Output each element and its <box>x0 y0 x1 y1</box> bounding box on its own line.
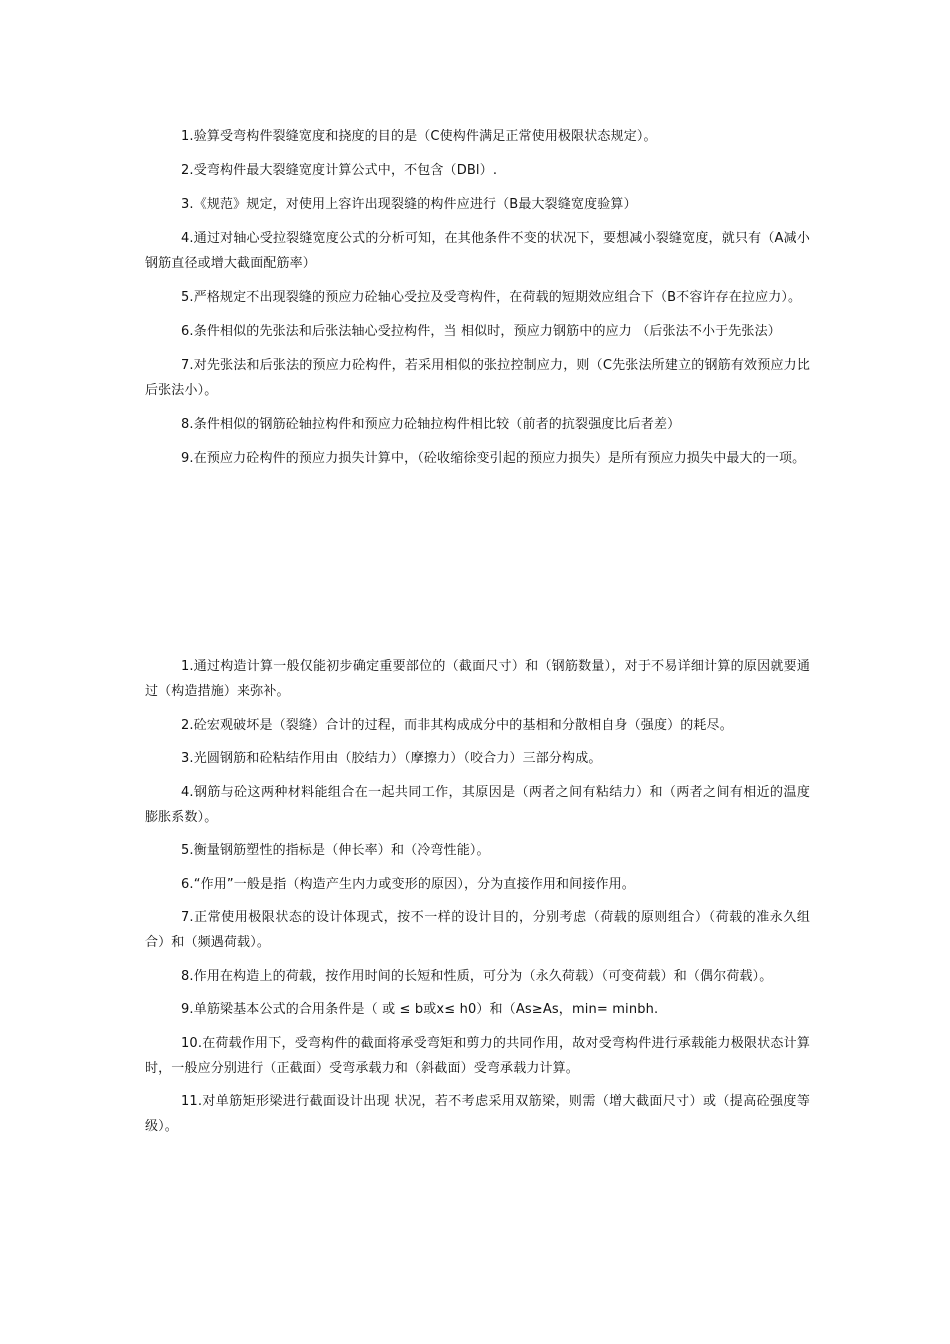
section2-item-7: 7.正常使用极限状态的设计体现式，按不一样的设计目的，分别考虑（荷载的原则组合）（荷载的准永久组合）和（频遇荷载）。 <box>145 910 810 950</box>
section2-item-11: 11.对单筋矩形梁进行截面设计出现 状况，若不考虑采用双筋梁，则需（增大截面尺寸）或（提高砼强度等级）。 <box>145 1094 810 1134</box>
section1-item-2: 2.受弯构件最大裂缝宽度计算公式中，不包含（DBl）. <box>181 163 498 178</box>
section2-item-3: 3.光圆钢筋和砼粘结作用由（胶结力）（摩擦力）（咬合力）三部分构成。 <box>181 751 602 766</box>
section1-item-7: 7.对先张法和后张法的预应力砼构件，若采用相似的张拉控制应力，则（C先张法所建立的钢筋有效预应力比后张法小）。 <box>145 358 810 398</box>
section2-item-1: 1.通过构造计算一般仅能初步确定重要部位的（截面尺寸）和（钢筋数量），对于不易详细计算的原因就要通过（构造措施）来弥补。 <box>145 659 810 699</box>
question-section-1 <box>145 124 810 480</box>
section1-item-9: 9.在预应力砼构件的预应力损失计算中，（砼收缩徐变引起的预应力损失）是所有预应力损失中最大的一项。 <box>181 451 806 466</box>
question-section-2 <box>145 654 810 1148</box>
section2-item-5: 5.衡量钢筋塑性的指标是（伸长率）和（冷弯性能）。 <box>181 843 490 858</box>
section1-item-3: 3.《规范》规定，对使用上容许出现裂缝的构件应进行（B最大裂缝宽度验算） <box>181 197 637 212</box>
section1-item-6: 6.条件相似的先张法和后张法轴心受拉构件，当 相似时，预应力钢筋中的应力 （后张法不小于先张法） <box>181 324 781 339</box>
section2-item-2: 2.砼宏观破坏是（裂缝）合计的过程，而非其构成成分中的基相和分散相自身（强度）的耗尽。 <box>181 717 733 733</box>
section1-item-1: 1.验算受弯构件裂缝宽度和挠度的目的是（C使构件满足正常使用极限状态规定）。 <box>181 129 657 144</box>
section2-item-4: 4.钢筋与砼这两种材料能组合在一起共同工作，其原因是（两者之间有粘结力）和（两者之间有相近的温度膨胀系数）。 <box>145 784 810 825</box>
section2-item-8: 8.作用在构造上的荷载，按作用时间的长短和性质，可分为（永久荷载）（可变荷载）和（偶尔荷载）。 <box>181 968 773 984</box>
section2-item-10: 10.在荷载作用下，受弯构件的截面将承受弯矩和剪力的共同作用，故对受弯构件进行承载能力极限状态计算时，一般应分别进行（正截面）受弯承载力和（斜截面）受弯承载力计算。 <box>145 1035 810 1076</box>
section1-item-5: 5.严格规定不出现裂缝的预应力砼轴心受拉及受弯构件，在荷载的短期效应组合下（B不容许存在拉应力）。 <box>181 290 802 305</box>
section2-item-9: 9.单筋梁基本公式的合用条件是（ 或 ≤ b或x≤ h0）和（As≥As，min= minbh. <box>181 1002 659 1017</box>
section1-item-8: 8.条件相似的钢筋砼轴拉构件和预应力砼轴拉构件相比较（前者的抗裂强度比后者差） <box>181 417 681 432</box>
section2-item-6: 6.“作用”一般是指（构造产生内力或变形的原因），分为直接作用和间接作用。 <box>181 876 635 892</box>
section1-item-4: 4.通过对轴心受拉裂缝宽度公式的分析可知，在其他条件不变的状况下，要想减小裂缝宽度，就只有（A减小钢筋直径或增大截面配筋率） <box>145 231 810 271</box>
